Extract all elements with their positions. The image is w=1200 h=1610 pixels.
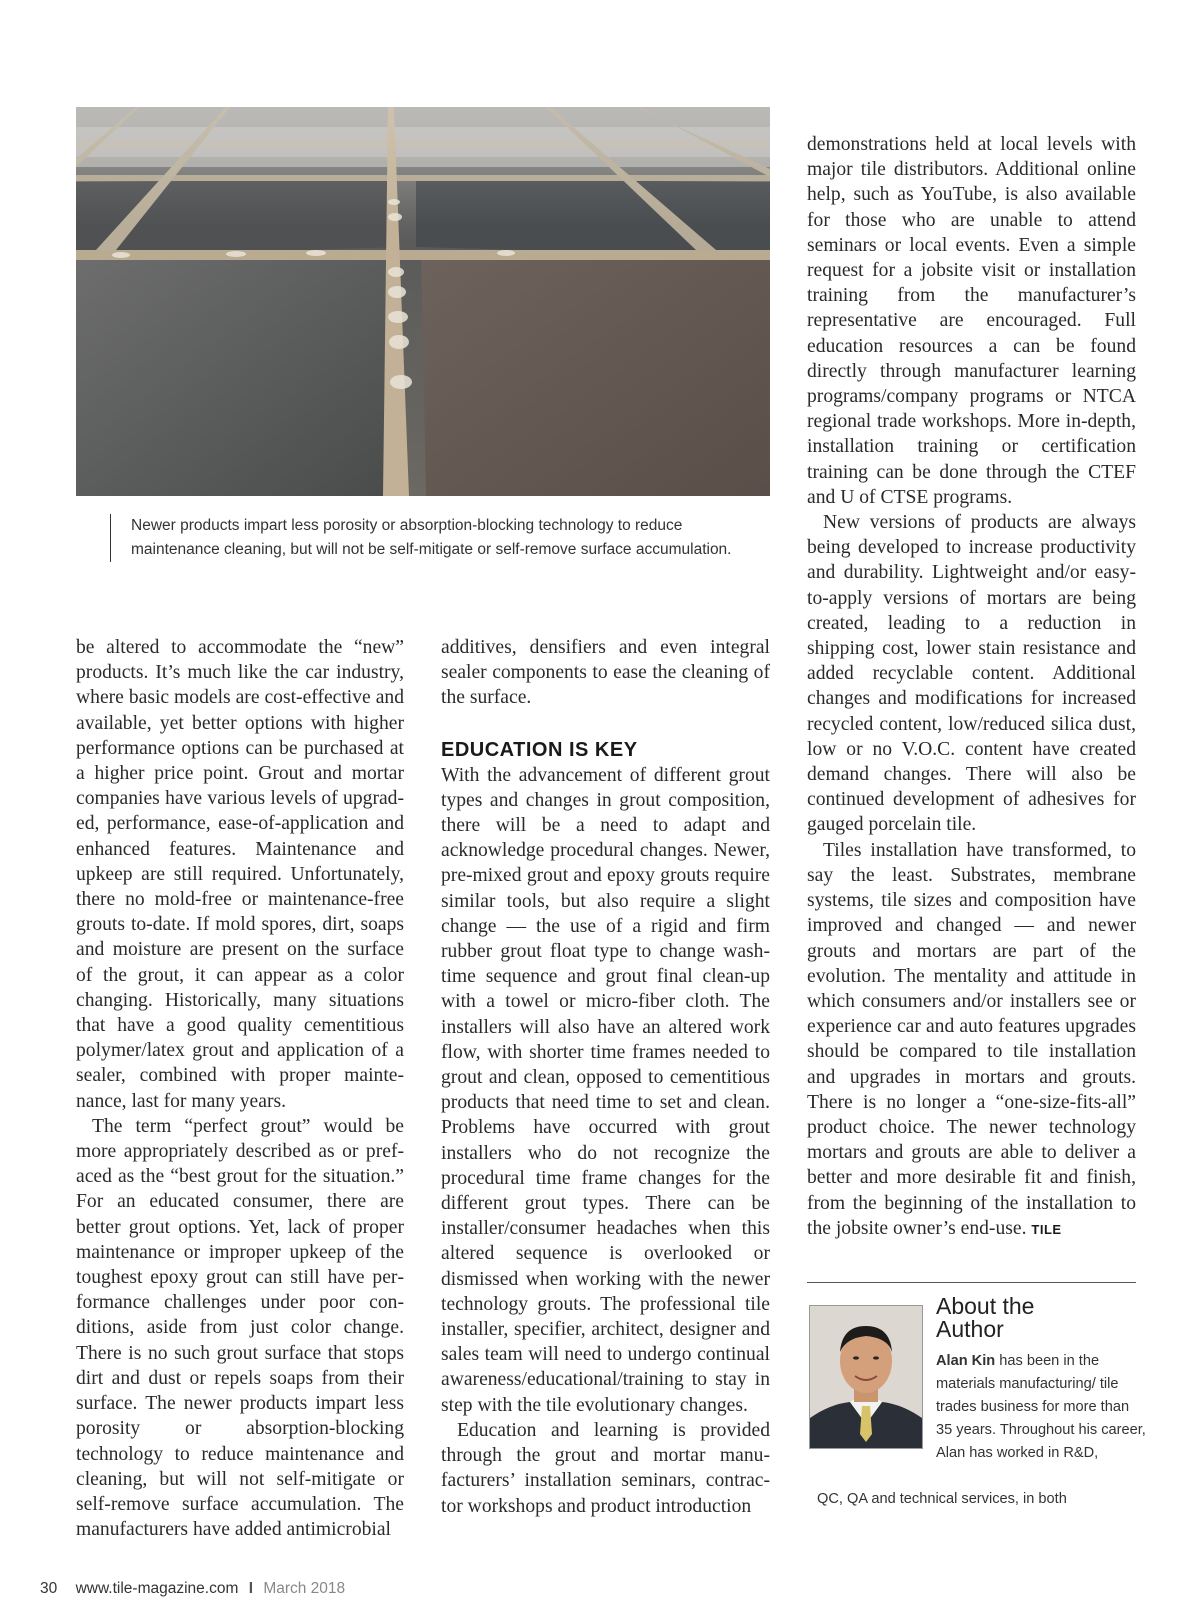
author-heading	[936, 1295, 1146, 1341]
author-bio	[936, 1350, 1146, 1465]
paragraph-text: Tiles installation have transformed, to say the least. Substrates, membrane systems, tile sizes and composition have improved and changed — and newer grouts and mortars are part of the evolution. The mentality and attitude in which consumers and/or installers see or experience car and auto features upgrades should be compared to tile installation and upgrades in mortars and grouts. There is no longer a “one-size-fits-all” product choice. The newer technology mortars and grouts are able to deliver a better and more desirable fit and finish, from the beginning of the installation to the jobsite owner’s end-use.	[807, 839, 1136, 1239]
page-number: 30	[40, 1580, 58, 1597]
magazine-url[interactable]: www.tile-magazine.com	[75, 1580, 239, 1597]
photo-caption	[110, 514, 771, 562]
tile-floor-photo	[76, 107, 770, 496]
article-column-1	[76, 635, 404, 1542]
paragraph: demonstrations held at local levels with major tile distributors. Additional online help, such as YouTube, is also available for those who are unable to attend seminars or local events. Even a simple request for a jobsite visit or installation training from the manufacturer’s representative are encouraged. Full education resources a can be found directly through manufacturer learning programs/company programs or NTCA regional trade workshops. More in-depth, installation training or certification training can be done through the CTEF and U of CTSE programs.	[807, 134, 1136, 508]
article-column-2	[441, 635, 770, 1519]
footer-separator: I	[248, 1580, 253, 1597]
author-divider	[807, 1282, 1136, 1283]
author-bio-continued: QC, QA and technical services, in both	[817, 1491, 1067, 1507]
issue-date: March 2018	[263, 1580, 346, 1597]
end-mark: TILE	[1031, 1221, 1062, 1237]
paragraph: be altered to accommodate the “new” products. It’s much like the car industry, where basic models are cost-effective and available, yet better options with higher performance options can be purchased at a higher price point. Grout and mortar companies have various levels of upgraded, performance, ease-of-application and enhanced features. Maintenance and upkeep are still required. Unfortunately, there no mold-free or maintenance-free grouts to-date. If mold spores, dirt, soaps and moisture are present on the surface of the grout, it can appear as a color changing. Historically, many situations that have a good quality cementitious polymer/latex grout and application of a sealer, combined with proper maintenance, last for many years.	[76, 637, 404, 1112]
article-column-3	[807, 132, 1136, 1242]
paragraph: Education and learning is provided through the grout and mortar manufacturers’ installation seminars, contractor workshops and product introduction	[441, 1419, 770, 1517]
paragraph: New versions of products are always being developed to increase productivity and durability. Lightweight and/or easy-to-apply versions of mortars are being created, leading to a reduction in shipping cost, lower stain resistance and added recyclable content. Additional changes and modifications for increased recycled content, low/reduced silica dust, low or no V.O.C. content have created demand changes. There will also be continued development of adhesives for gauged porcelain tile.	[807, 512, 1136, 836]
caption-text: Newer products impart less porosity or absorption-blocking technology to reduce maintenance cleaning, but will not be self-mitigate or self-remove surface accumulation.	[131, 517, 732, 558]
author-heading-line-1: About the	[936, 1293, 1035, 1319]
author-heading-line-2: Author	[936, 1316, 1004, 1342]
paragraph: additives, densifiers and even integral sealer components to ease the cleaning of the surface.	[441, 637, 770, 709]
paragraph	[807, 838, 1136, 1242]
paragraph: The term “perfect grout” would be more appropriately described as or prefaced as the “best grout for the situation.” For an educated consumer, there are better grout options. Yet, lack of proper maintenance or improper upkeep of the toughest epoxy grout can still have performance challenges under poor conditions, aside from just color change. There is no such grout surface that stops dirt and dust or repels soaps from their surface. The newer products impart less porosity or absorption-blocking technology to reduce maintenance and cleaning, but will not self-mitigate or self-remove surface accumulation. The manufacturers have added antimicrobial	[76, 1115, 404, 1541]
paragraph: With the advancement of different grout types and changes in grout composition, there will be a need to adapt and acknowledge procedural changes. Newer, pre-mixed grout and epoxy grouts require similar tools, but also require a slight change — the use of a rigid and firm rubber grout float type to change wash-time sequence and grout final clean-up with a towel or micro-fiber cloth. The installers will also have an altered work flow, with shorter time frames needed to grout and clean, opposed to cementitious products that need time to set and clean. Problems have occurred with grout installers who do not recognize the procedural time frame changes for the different grout types. There can be installer/consumer headaches when this altered sequence is overlooked or dismissed when working with the newer technology grouts. The professional tile installer, specifier, architect, designer and sales team will need to undergo continual awareness/educational/training to stay in step with the tile evolutionary changes.	[441, 764, 770, 1416]
page-footer	[40, 1580, 345, 1598]
author-name: Alan Kin	[936, 1353, 996, 1369]
author-photo	[809, 1305, 923, 1449]
section-heading: EDUCATION IS KEY	[441, 738, 638, 761]
author-bio-text: has been in the materials manufacturing/ tile trades business for more than 35 years. Throughout his career, Alan has worked in R&D,	[936, 1353, 1146, 1461]
